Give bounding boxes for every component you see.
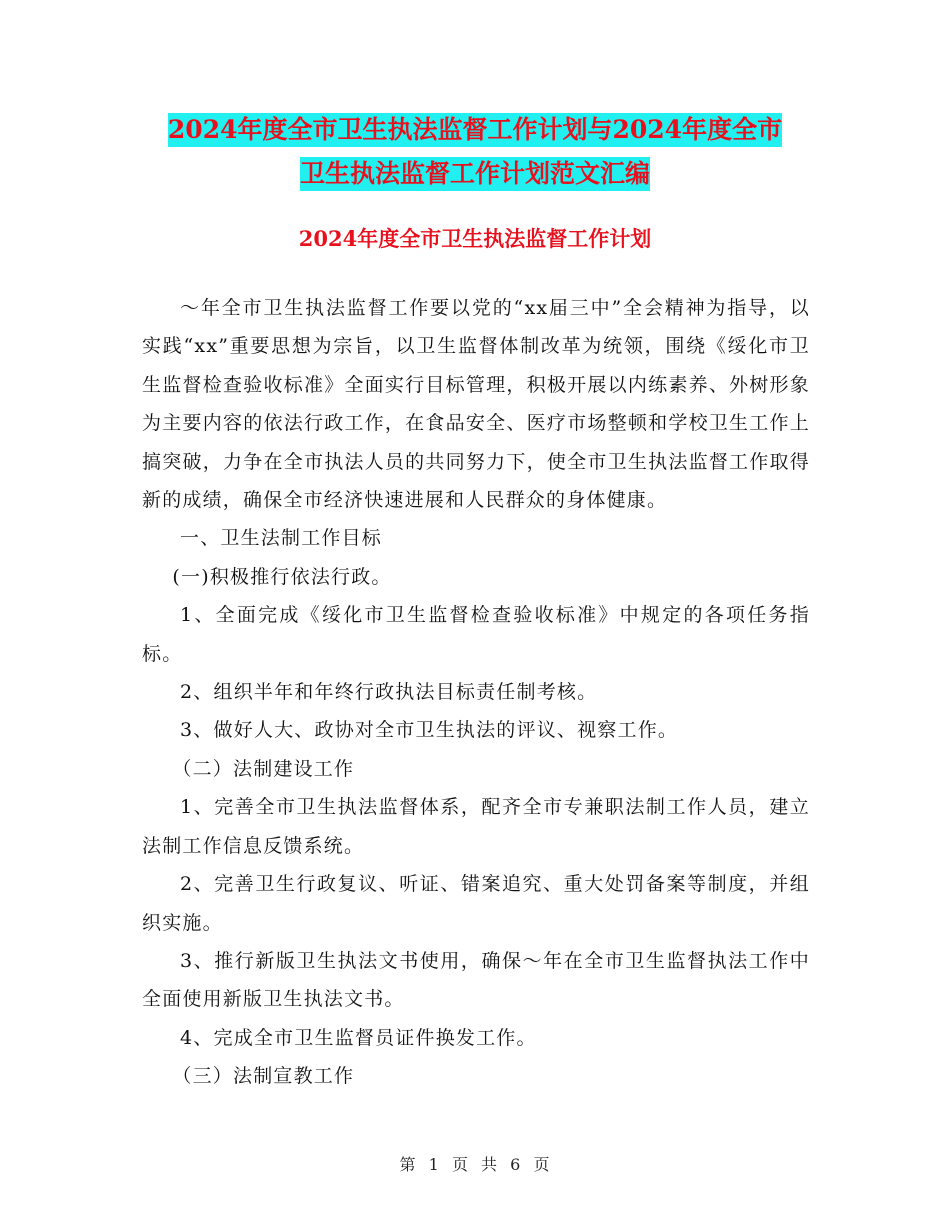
- page-footer: [0, 1152, 950, 1175]
- title-highlight-1: 2024年度全市卫生执法监督工作计划与2024年度全市: [168, 113, 782, 147]
- footer-current-page: 1: [428, 1155, 440, 1174]
- list-item: 3、推行新版卫生执法文书使用，确保～年在全市卫生监督执法工作中全面使用新版卫生执法文书。: [142, 949, 810, 1011]
- list-item: 1、全面完成《绥化市卫生监督检查验收标准》中规定的各项任务指标。: [142, 604, 810, 665]
- footer-label-ye: 页: [451, 1155, 469, 1174]
- subheading-legal-education: （三）法制宣教工作: [172, 1065, 355, 1088]
- footer-total-pages: 6: [510, 1155, 522, 1174]
- main-title-line-2: [140, 152, 810, 196]
- intro-paragraph: ～年全市卫生执法监督工作要以党的“xx届三中”全会精神为指导，以实践“xx”重要思想为宗旨，以卫生监督体制改革为统领，围绕《绥化市卫生监督检查验收标准》全面实行目标管理，积极开展以内练素养、外树形象为主要内容的依法行政工作，在食品安全、医疗市场整顿和学校卫生工作上搞突破，力争在全市执法人员的共同努力下，使全市卫生执法监督工作取得新的成绩，确保全市经济快速进展和人民群众的身体健康。: [142, 297, 810, 512]
- list-item: 4、完成全市卫生监督员证件换发工作。: [180, 1026, 537, 1049]
- section-title: 2024年度全市卫生执法监督工作计划: [298, 226, 652, 251]
- list-item: 2、完善卫生行政复议、听证、错案追究、重大处罚备案等制度，并组织实施。: [142, 873, 810, 934]
- list-item: 2、组织半年和年终行政执法目标责任制考核。: [180, 681, 598, 704]
- subheading-administration: (一)积极推行依法行政。: [172, 565, 392, 588]
- main-title-line-1: [140, 108, 810, 152]
- footer-label-total: 共: [481, 1155, 499, 1174]
- list-item: 3、做好人大、政协对全市卫生执法的评议、视察工作。: [180, 719, 679, 742]
- list-item: 1、完善全市卫生执法监督体系，配齐全市专兼职法制工作人员，建立法制工作信息反馈系统。: [142, 796, 810, 857]
- title-highlight-2: 卫生执法监督工作计划范文汇编: [300, 157, 650, 191]
- footer-label-ye-2: 页: [533, 1155, 551, 1174]
- heading-legal-goals: 一、卫生法制工作目标: [180, 527, 383, 550]
- subheading-legal-construction: （二）法制建设工作: [172, 757, 355, 780]
- document-body: [142, 289, 810, 1096]
- footer-label-page: 第: [399, 1155, 417, 1174]
